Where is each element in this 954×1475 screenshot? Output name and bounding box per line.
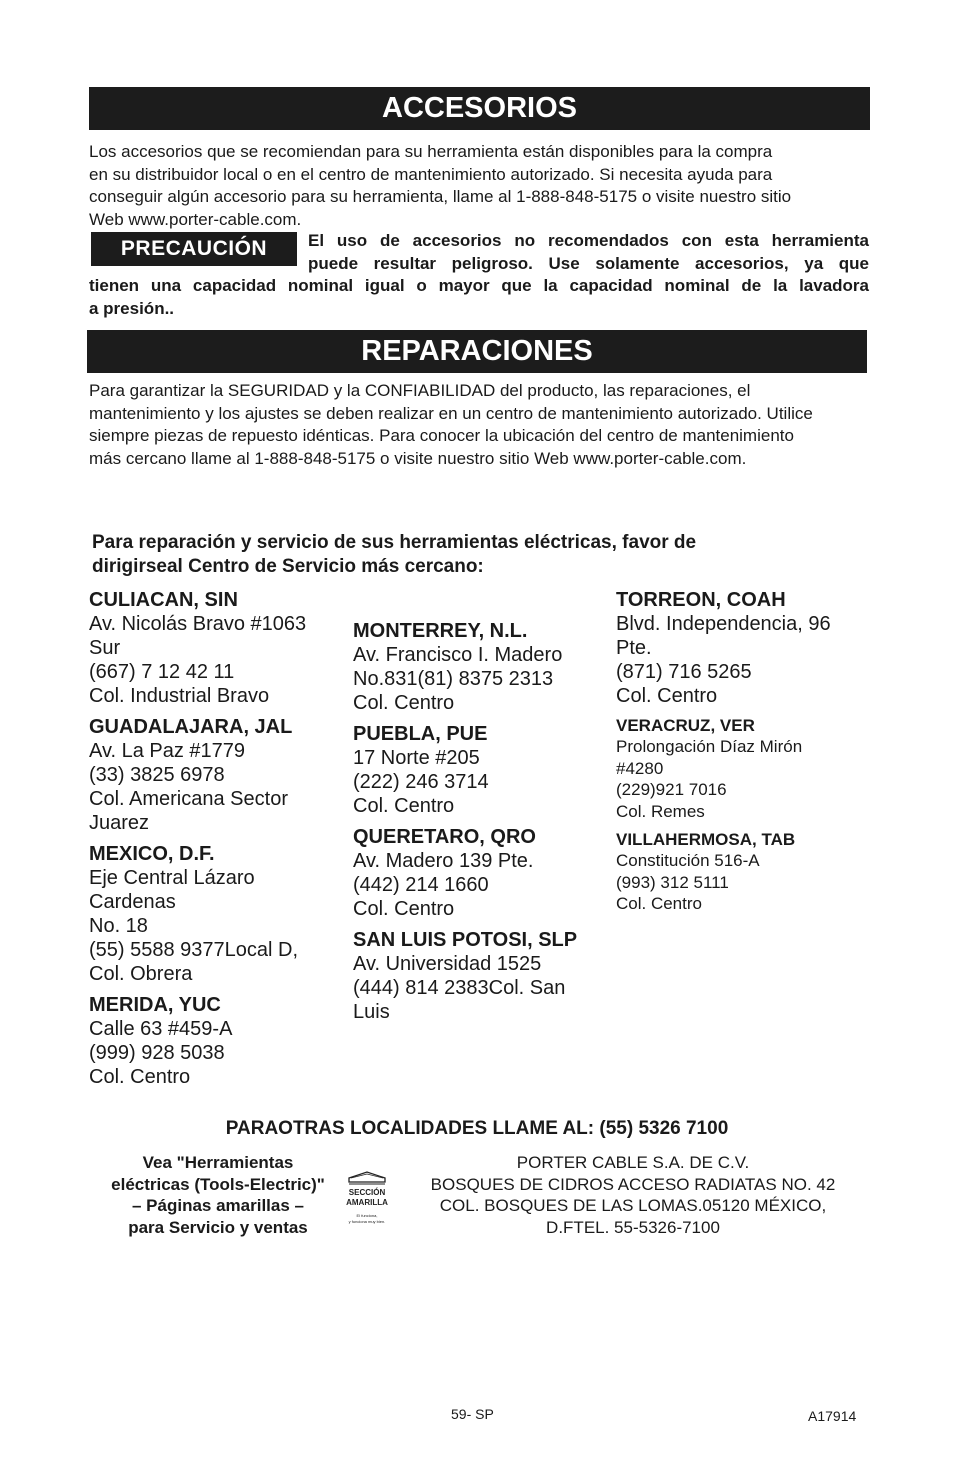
service-center-entry (353, 928, 603, 1024)
service-center-city: MEXICO, D.F. (89, 843, 215, 865)
service-center-city: PUEBLA, PUE (353, 723, 488, 745)
document-code: A17914 (808, 1408, 857, 1424)
seccion-amarilla-logo (343, 1168, 391, 1230)
service-center-line: Juarez (89, 812, 150, 834)
caution-line: tienen una capacidad nominal igual o mayor que la capacidad nominal de la lavadora (89, 276, 869, 295)
service-center-entry (89, 993, 339, 1089)
text-line: Vea "Herramientas (142, 1153, 294, 1172)
caution-text-full (89, 275, 869, 320)
service-center-entry (89, 588, 339, 708)
text-line: conseguir algún accesorio para su herramienta, llame al 1-888-848-5175 o visite nuestro sitio (89, 187, 792, 206)
service-center-line: (229)921 7016 (616, 780, 727, 799)
text-line: siempre piezas de repuesto idénticas. Para conocer la ubicación del centro de mantenimiento (89, 426, 794, 445)
service-column-2 (353, 619, 603, 1031)
service-center-line: Col. Centro (616, 894, 702, 913)
text-line: Los accesorios que se recomiendan para su herramienta están disponibles para la compra (89, 142, 773, 161)
service-center-line: (33) 3825 6978 (89, 764, 225, 786)
service-center-entry (89, 842, 339, 986)
service-intro (92, 531, 812, 579)
logo-word: SECCIÓN (348, 1188, 386, 1197)
service-center-line: (871) 716 5265 (616, 661, 752, 683)
service-center-line: No.831(81) 8375 2313 (353, 668, 554, 690)
service-center-city: VILLAHERMOSA, TAB (616, 830, 796, 849)
text-line: dirigirseal Centro de Servicio más cercano: (92, 556, 484, 577)
service-center-line: Col. Obrera (89, 963, 193, 985)
text-line: Web www.porter-cable.com. (89, 209, 302, 229)
service-center-entry (89, 715, 339, 835)
service-column-3 (616, 588, 866, 922)
reparaciones-heading: REPARACIONES (87, 330, 867, 373)
service-center-city: SAN LUIS POTOSI, SLP (353, 929, 578, 951)
service-center-line: (442) 214 1660 (353, 874, 489, 896)
service-center-line: (444) 814 2383Col. San (353, 977, 566, 999)
service-center-line: Col. Centro (89, 1066, 191, 1088)
yellow-pages-note (96, 1152, 340, 1238)
service-center-line: Col. Industrial Bravo (89, 685, 270, 707)
service-column-1 (89, 588, 339, 1096)
service-center-line: #4280 (616, 758, 664, 778)
service-center-entry (616, 829, 866, 915)
service-center-city: MERIDA, YUC (89, 994, 221, 1016)
service-center-line: Col. Centro (353, 898, 455, 920)
accesorios-body (89, 141, 879, 231)
other-locations: PARAOTRAS LOCALIDADES LLAME AL: (55) 5326 7100 (225, 1118, 729, 1139)
service-center-entry (353, 722, 603, 818)
service-center-line: Constitución 516-A (616, 851, 760, 870)
text-line: en su distribuidor local o en el centro de mantenimiento autorizado. Si necesita ayuda para (89, 164, 773, 184)
service-center-entry (353, 619, 603, 715)
service-center-line: (993) 312 5111 (616, 872, 729, 892)
caution-badge: PRECAUCIÓN (91, 232, 297, 266)
service-center-line: (667) 7 12 42 11 (89, 661, 235, 683)
service-center-line: 17 Norte #205 (353, 747, 480, 769)
service-center-line: (222) 246 3714 (353, 771, 489, 793)
service-center-entry (353, 825, 603, 921)
service-center-city: TORREON, COAH (616, 589, 786, 611)
service-center-line: Av. Nicolás Bravo #1063 (89, 613, 307, 635)
text-line: D.FTEL. 55-5326-7100 (546, 1217, 720, 1237)
service-center-line: Calle 63 #459-A (89, 1018, 233, 1040)
text-line: Para garantizar la SEGURIDAD y la CONFIABILIDAD del producto, las reparaciones, el (89, 381, 751, 400)
caution-line: puede resultar peligroso. Use solamente accesorios, ya que (308, 253, 869, 273)
service-center-line: Eje Central Lázaro (89, 867, 255, 889)
text-line: BOSQUES DE CIDROS ACCESO RADIATAS NO. 42 (430, 1174, 836, 1194)
service-center-city: CULIACAN, SIN (89, 589, 238, 611)
logo-tagline: y funciona muy bien. (348, 1219, 386, 1224)
reparaciones-body (89, 380, 889, 470)
service-center-line: Pte. (616, 637, 652, 659)
text-line: eléctricas (Tools-Electric)" (111, 1174, 325, 1194)
service-center-entry (616, 715, 866, 822)
service-center-line: Cardenas (89, 891, 176, 913)
service-center-line: Av. Madero 139 Pte. (353, 850, 534, 872)
text-line: más cercano llame al 1-888-848-5175 o visite nuestro sitio Web www.porter-cable.com. (89, 448, 747, 468)
service-center-entry (616, 588, 866, 708)
service-center-city: MONTERREY, N.L. (353, 620, 528, 642)
caution-line: a presión.. (89, 298, 175, 318)
caution-line: El uso de accesorios no recomendados con esta herramienta (308, 231, 869, 250)
text-line: PORTER CABLE S.A. DE C.V. (516, 1153, 750, 1172)
page-number: 59- SP (451, 1406, 494, 1422)
service-center-city: GUADALAJARA, JAL (89, 716, 293, 738)
text-line: para Servicio y ventas (128, 1217, 308, 1237)
text-line: – Páginas amarillas – (132, 1196, 304, 1215)
service-center-line: Av. Francisco I. Madero (353, 644, 563, 666)
caution-text-right (308, 230, 869, 275)
service-center-line: (55) 5588 9377Local D, (89, 939, 299, 961)
service-center-line: Av. Universidad 1525 (353, 953, 542, 975)
logo-word: AMARILLA (346, 1198, 388, 1207)
service-center-line: (999) 928 5038 (89, 1042, 225, 1064)
service-center-line: Blvd. Independencia, 96 (616, 613, 831, 635)
service-center-line: Prolongación Díaz Mirón (616, 737, 803, 756)
text-line: Para reparación y servicio de sus herramientas eléctricas, favor de (92, 532, 697, 553)
service-center-line: Luis (353, 1001, 390, 1023)
text-line: mantenimiento y los ajustes se deben realizar en un centro de mantenimiento autorizado. Utilice (89, 403, 813, 423)
text-line: COL. BOSQUES DE LAS LOMAS.05120 MÉXICO, (439, 1196, 827, 1215)
accesorios-heading: ACCESORIOS (89, 87, 870, 130)
service-center-line: Col. Centro (353, 692, 455, 714)
service-center-line: No. 18 (89, 915, 148, 937)
service-center-line: Sur (89, 637, 121, 659)
service-center-line: Col. Centro (353, 795, 455, 817)
company-address (405, 1152, 861, 1238)
service-center-line: Av. La Paz #1779 (89, 740, 246, 762)
service-center-line: Col. Remes (616, 801, 705, 821)
service-center-city: VERACRUZ, VER (616, 716, 755, 735)
logo-tagline: El funciona, (356, 1213, 378, 1218)
service-center-line: Col. Centro (616, 685, 718, 707)
service-center-line: Col. Americana Sector (89, 788, 288, 810)
service-center-city: QUERETARO, QRO (353, 826, 536, 848)
